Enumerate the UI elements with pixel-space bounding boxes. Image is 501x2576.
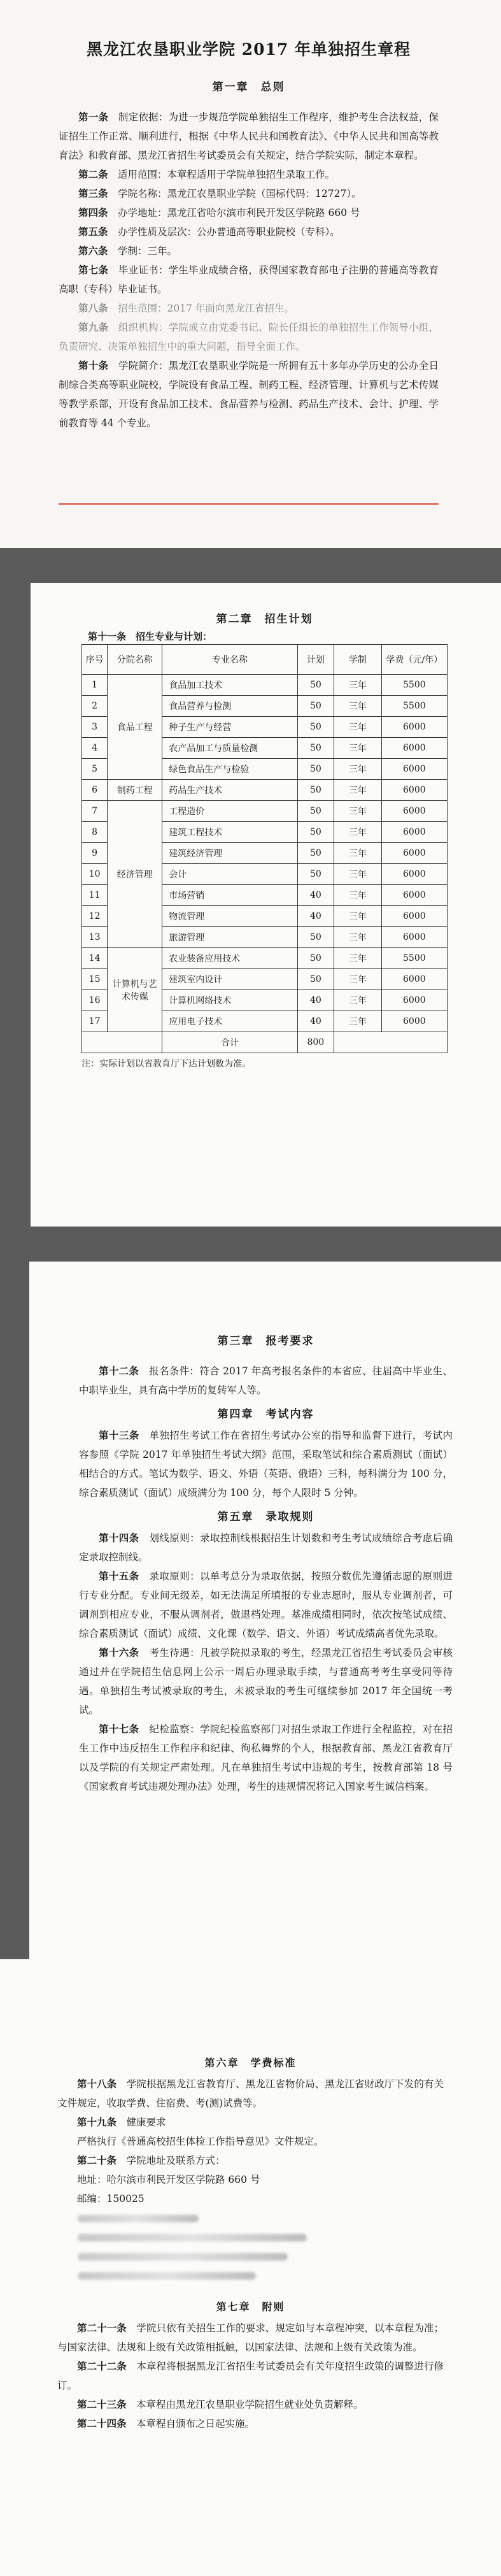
- table-cell: 6000: [381, 738, 447, 759]
- table-row: [82, 801, 448, 822]
- article-number: 第十三条: [99, 1429, 139, 1441]
- page-3: [29, 1262, 501, 1962]
- table-row: [82, 675, 448, 696]
- table-cell: 三年: [334, 759, 382, 780]
- article-text: 学院名称：黑龙江农垦职业学院（国标代码：12727）。: [118, 188, 362, 199]
- table-cell: 6000: [381, 843, 447, 864]
- table-cell: 40: [297, 990, 334, 1011]
- article-text: 录取原则：以单考总分为录取依据，按照分数优先遵循志愿的原则进行专业分配。专业间无级差，如无法满足所填报的专业志愿时，服从专业调剂者，可调剂到相应专业，不服从调剂者，做退档处理。基准成绩相同时，依次按笔试成绩、综合素质测试（面试）成绩、文化课（数学、语文、外语）考试成绩高者优先录取。: [79, 1571, 453, 1639]
- article-text: 报名条件：符合 2017 年高考报名条件的本省应、往届高中毕业生、中职毕业生，具有高中学历的复转军人等。: [79, 1365, 453, 1396]
- table-cell: 6000: [381, 864, 447, 885]
- article-text: 制定依据：为进一步规范学院单独招生工作程序，维护考生合法权益，保证招生工作正常、顺利进行，根据《中华人民共和国教育法》、《中华人民共和国高等教育法》和教育部、黑龙江省招生考试委员会有关规定，结合学院实际，制定本章程。: [59, 112, 439, 161]
- redacted-contact-3: [57, 2247, 444, 2266]
- article-19: [57, 2113, 444, 2132]
- table-cell: 3: [82, 717, 108, 738]
- table-cell: 三年: [334, 885, 382, 906]
- table-cell: 50: [297, 801, 334, 822]
- chapter-4-heading: 第四章 考试内容: [217, 1408, 314, 1421]
- article-number: 第二条: [78, 168, 108, 180]
- article-paragraph: [59, 241, 439, 261]
- document-title: 黑龙江农垦职业学院 2017 年单独招生章程: [87, 40, 411, 59]
- article-number: 第六条: [78, 245, 108, 257]
- table-cell: 工程造价: [162, 801, 297, 822]
- table-cell: 三年: [334, 1011, 382, 1032]
- article-21: [57, 2319, 444, 2357]
- table-cell: 2: [82, 696, 108, 717]
- article-paragraph: [59, 203, 439, 222]
- article-text: 办学性质及层次：公办普通高等职业院校（专科）。: [118, 226, 340, 238]
- table-cell: 三年: [334, 780, 382, 801]
- article-paragraph: [59, 261, 439, 299]
- article-number: 第二十条: [77, 2154, 117, 2166]
- article-number: 第十九条: [77, 2116, 117, 2128]
- table-row: [82, 948, 448, 969]
- table-cell: 三年: [334, 906, 382, 927]
- article-text: 招生范围：2017 年面向黑龙江省招生。: [118, 303, 294, 314]
- article-paragraph: [59, 108, 439, 165]
- table-cell: 会计: [162, 864, 297, 885]
- table-cell: 三年: [334, 738, 382, 759]
- table-cell: 建筑经济管理: [162, 843, 297, 864]
- red-divider-line: [59, 503, 439, 505]
- table-cell: 50: [297, 780, 334, 801]
- table-cell: 6000: [381, 780, 447, 801]
- table-cell: 三年: [334, 969, 382, 990]
- article-text: 办学地址：黑龙江省哈尔滨市利民开发区学院路 660 号: [118, 207, 360, 219]
- table-cell: 6000: [381, 759, 447, 780]
- article-24: [57, 2414, 444, 2433]
- chapter-1-heading: 第一章 总则: [212, 81, 285, 94]
- article-11-caption: 第十一条 招生专业与计划：: [88, 631, 213, 642]
- article-text: 学院简介：黑龙江农垦职业学院是一所拥有五十多年办学历史的公办全日制综合类高等职业院校，学院设有食品工程、制药工程、经济管理、计算机与艺术传媒等教学系部，开设有食品加工技术、食品营养与检测、药品生产技术、会计、护理、学前教育等 44 个专业。: [59, 360, 439, 429]
- table-cell: 三年: [334, 717, 382, 738]
- article-17: [79, 1720, 453, 1796]
- redacted-block: [78, 2215, 199, 2222]
- article-22: [57, 2357, 444, 2395]
- article-text: 单独招生考试工作在省招生考试办公室的指导和监督下进行，考试内容参照《学院 2017 年单独招生考试大纲》范围，采取笔试和综合素质测试（面试）相结合的方式。笔试为数学、语文、外语（英语、俄语）三科，每科满分为 100 分，综合素质测试（面试）成绩满分为 100 分，每个人限时 5 分钟。: [79, 1430, 453, 1499]
- table-cell: 1: [82, 675, 108, 696]
- article-text: 学院地址及联系方式：: [126, 2155, 225, 2166]
- redacted-contact-4: [57, 2266, 444, 2285]
- table-cell: 50: [297, 864, 334, 885]
- table-cell: 绿色食品生产与检验: [162, 759, 297, 780]
- table-cell: 17: [82, 1011, 108, 1032]
- table-cell: 5500: [381, 696, 447, 717]
- redacted-block: [78, 2234, 307, 2241]
- table-cell: 50: [297, 696, 334, 717]
- table-cell: 计算机网络技术: [162, 990, 297, 1011]
- table-cell: 应用电子技术: [162, 1011, 297, 1032]
- total-label: 合计: [162, 1032, 297, 1053]
- header-cell: 学制: [334, 645, 382, 675]
- table-cell: 6000: [381, 906, 447, 927]
- article-12: [79, 1362, 453, 1400]
- table-cell: 市场营销: [162, 885, 297, 906]
- article-number: 第十条: [78, 359, 109, 371]
- table-cell: 6000: [381, 969, 447, 990]
- table-cell: 7: [82, 801, 108, 822]
- table-cell: 6000: [381, 927, 447, 948]
- article-paragraph: [59, 356, 439, 433]
- page-2: [31, 583, 501, 1227]
- table-cell: 40: [297, 885, 334, 906]
- header-cell: 分院名称: [108, 645, 162, 675]
- table-cell: 15: [82, 969, 108, 990]
- article-number: 第十七条: [99, 1723, 139, 1735]
- table-cell: 5500: [381, 675, 447, 696]
- table-cell: 食品营养与检测: [162, 696, 297, 717]
- article-text: 毕业证书：学生毕业成绩合格，获得国家教育部电子注册的普通高等教育高职（专科）毕业证书。: [59, 264, 439, 295]
- article-23: [57, 2395, 444, 2414]
- article-text: 学院只依有关招生工作的要求、规定如与本章程冲突，以本章程为准；与国家法律、法规和上级有关政策相抵触，以国家法律、法规和上级有关政策为准。: [57, 2322, 444, 2353]
- table-cell: 50: [297, 675, 334, 696]
- article-13: [79, 1426, 453, 1502]
- page-4: [0, 1959, 501, 2576]
- table-cell: 10: [82, 864, 108, 885]
- chapter-6-heading: 第六章 学费标准: [204, 2057, 297, 2069]
- table-total-row: [82, 1032, 448, 1053]
- header-cell: 学费（元/年）: [381, 645, 447, 675]
- table-cell: 9: [82, 843, 108, 864]
- postcode: 邮编：150025: [77, 2193, 145, 2205]
- table-cell: 50: [297, 927, 334, 948]
- article-18: [57, 2075, 444, 2113]
- table-cell: 建筑工程技术: [162, 822, 297, 843]
- table-cell: 旅游管理: [162, 927, 297, 948]
- article-text: 划线原则：录取控制线根据招生计划数和考生考试成绩综合考虑后确定录取控制线。: [79, 1532, 453, 1563]
- table-cell: 5500: [381, 948, 447, 969]
- chapter-5-heading: 第五章 录取规则: [217, 1511, 314, 1523]
- table-cell: 14: [82, 948, 108, 969]
- article-paragraph: [59, 299, 439, 318]
- article-text: 健康要求: [126, 2117, 166, 2128]
- article-paragraph: [59, 318, 439, 356]
- redacted-block: [78, 2272, 256, 2280]
- table-cell: 三年: [334, 927, 382, 948]
- article-number: 第七条: [78, 264, 109, 276]
- article-number: 第十六条: [99, 1646, 139, 1659]
- article-text: 学院根据黑龙江省教育厅、黑龙江省物价局、黑龙江省财政厅下发的有关文件规定，收取学费、住宿费、考(测)试费等。: [57, 2078, 444, 2109]
- article-text: 本章程将根据黑龙江省招生考试委员会有关年度招生政策的调整进行修订。: [57, 2361, 444, 2391]
- table-cell: [334, 1032, 448, 1053]
- article-number: 第一条: [78, 111, 109, 123]
- article-number: 第二十二条: [77, 2360, 127, 2372]
- table-cell: 11: [82, 885, 108, 906]
- table-cell: 6: [82, 780, 108, 801]
- article-paragraph: [59, 222, 439, 241]
- table-cell: 16: [82, 990, 108, 1011]
- table-cell: 三年: [334, 843, 382, 864]
- table-cell: 6000: [381, 717, 447, 738]
- article-text: 考生待遇：凡被学院拟录取的考生，经黑龙江省招生考试委员会审核通过并在学院招生信息网上公示一周后办理录取手续，与普通高考考生享受同等待遇。单独招生考试被录取的考生，未被录取的考生可继续参加 2017 年全国统一考试。: [79, 1647, 453, 1716]
- table-cell: 5: [82, 759, 108, 780]
- table-cell: 三年: [334, 864, 382, 885]
- table-cell: 建筑室内设计: [162, 969, 297, 990]
- article-text: 学制：三年。: [118, 245, 178, 257]
- table-cell: 6000: [381, 1011, 447, 1032]
- article-paragraph: [59, 184, 439, 203]
- article-text: 纪检监察：学院纪检监察部门对招生录取工作进行全程监控，对在招生工作中违反招生工作程序和纪律、徇私舞弊的个人，根据教育部、黑龙江省教育厅以及学院的有关规定严肃处理。凡在单独招生考试中违规的考生，按教育部第 18 号《国家教育考试违规处理办法》处理，考生的违规情况将记入国家考生诚信档案。: [79, 1723, 453, 1792]
- article-number: 第二十三条: [77, 2398, 127, 2410]
- table-cell: 农业装备应用技术: [162, 948, 297, 969]
- article-number: 第十五条: [99, 1570, 139, 1582]
- article-number: 第十八条: [77, 2078, 117, 2090]
- article-number: 第九条: [78, 321, 109, 333]
- redacted-contact-1: [57, 2208, 444, 2227]
- redacted-block: [78, 2253, 288, 2261]
- table-cell: 计算机与艺术传媒: [108, 948, 162, 1032]
- chapter-2-heading: 第二章 招生计划: [216, 613, 313, 626]
- table-cell: 50: [297, 822, 334, 843]
- table-cell: 农产品加工与质量检测: [162, 738, 297, 759]
- table-cell: 40: [297, 906, 334, 927]
- header-cell: 计划: [297, 645, 334, 675]
- table-cell: 50: [297, 738, 334, 759]
- article-text: 组织机构：学院成立由党委书记、院长任组长的单独招生工作领导小组，负责研究、决策单独招生中的重大问题，指导全面工作。: [59, 322, 439, 352]
- table-cell: 种子生产与经营: [162, 717, 297, 738]
- table-cell: 6000: [381, 885, 447, 906]
- table-cell: 药品生产技术: [162, 780, 297, 801]
- header-cell: 专业名称: [162, 645, 297, 675]
- article-number: 第二十四条: [77, 2417, 127, 2429]
- article-number: 第五条: [78, 226, 108, 238]
- page-1-articles: [59, 108, 439, 433]
- article-paragraph: [59, 165, 439, 184]
- table-cell: 食品加工技术: [162, 675, 297, 696]
- table-header-row: [82, 645, 448, 675]
- table-note: 注：实际计划以省教育厅下达计划数为准。: [81, 1059, 251, 1069]
- article-14: [79, 1529, 453, 1567]
- article-text: 本章程自颁布之日起实施。: [136, 2418, 255, 2429]
- table-cell: 50: [297, 717, 334, 738]
- table-cell: 50: [297, 759, 334, 780]
- article-20: [57, 2151, 444, 2170]
- table-cell: 经济管理: [108, 801, 162, 948]
- table-cell: 50: [297, 948, 334, 969]
- total-value: 800: [297, 1032, 334, 1053]
- school-address: 地址：哈尔滨市利民开发区学院路 660 号: [77, 2174, 260, 2185]
- article-19-body: 严格执行《普通高校招生体检工作指导意见》文件规定。: [77, 2136, 324, 2147]
- redacted-contact-2: [57, 2227, 444, 2247]
- table-cell: 50: [297, 843, 334, 864]
- table-cell: 8: [82, 822, 108, 843]
- table-cell: 制药工程: [108, 780, 162, 801]
- table-cell: 4: [82, 738, 108, 759]
- table-cell: 三年: [334, 990, 382, 1011]
- article-15: [79, 1567, 453, 1643]
- table-cell: 40: [297, 1011, 334, 1032]
- article-number: 第二十一条: [77, 2322, 127, 2334]
- table-cell: 6000: [381, 801, 447, 822]
- page-1: [0, 0, 501, 548]
- table-cell: 6000: [381, 990, 447, 1011]
- table-cell: 物流管理: [162, 906, 297, 927]
- article-text: 适用范围：本章程适用于学院单独招生录取工作。: [118, 169, 335, 180]
- chapter-7-heading: 第七章 附则: [216, 2301, 285, 2313]
- table-row: [82, 780, 448, 801]
- table-cell: 三年: [334, 675, 382, 696]
- table-cell: 三年: [334, 696, 382, 717]
- article-number: 第三条: [78, 187, 108, 199]
- table-cell: 三年: [334, 801, 382, 822]
- table-cell: 三年: [334, 822, 382, 843]
- header-cell: 序号: [82, 645, 108, 675]
- enrollment-plan-table: [81, 644, 448, 1053]
- article-number: 第十四条: [99, 1532, 139, 1544]
- table-cell: 50: [297, 969, 334, 990]
- table-cell: 食品工程: [108, 675, 162, 780]
- table-cell: 6000: [381, 822, 447, 843]
- table-cell: 12: [82, 906, 108, 927]
- table-cell: [82, 1032, 162, 1053]
- article-text: 本章程由黑龙江农垦职业学院招生就业处负责解释。: [136, 2399, 363, 2410]
- chapter-3-heading: 第三章 报考要求: [217, 1335, 314, 1348]
- table-cell: 三年: [334, 948, 382, 969]
- article-16: [79, 1643, 453, 1720]
- article-number: 第十二条: [99, 1365, 139, 1377]
- table-cell: 13: [82, 927, 108, 948]
- article-number: 第四条: [78, 206, 108, 219]
- article-number: 第八条: [78, 302, 108, 314]
